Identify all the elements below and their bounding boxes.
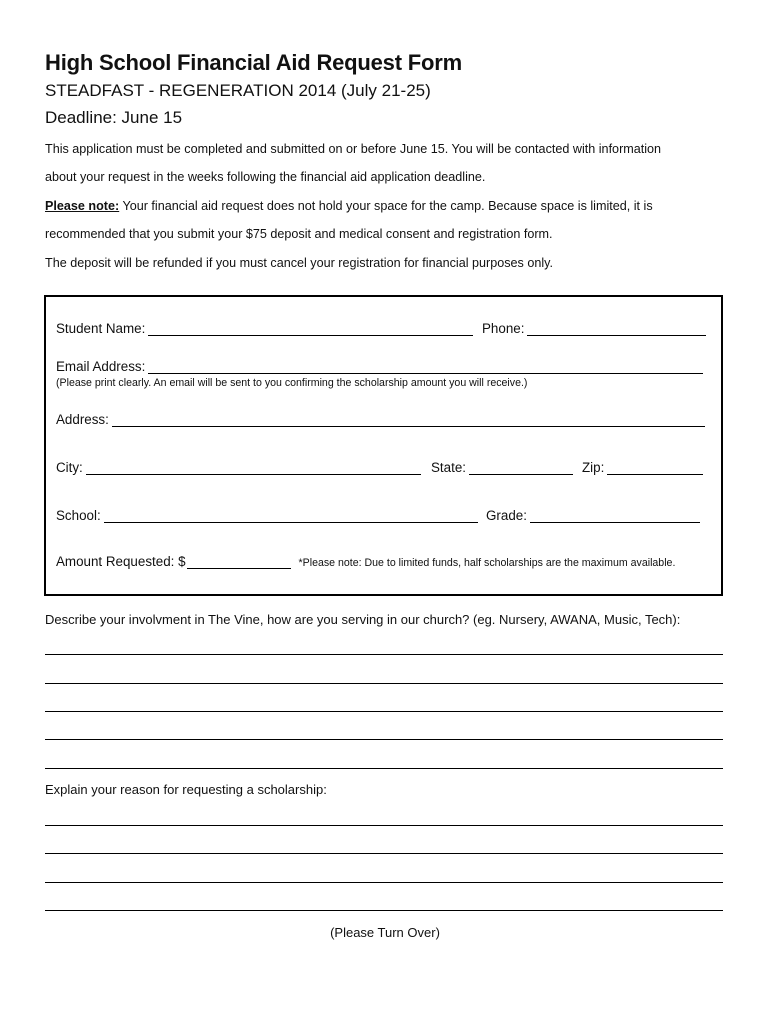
school-field xyxy=(56,508,478,523)
form-title: High School Financial Aid Request Form xyxy=(45,50,462,75)
grade-field xyxy=(486,508,700,523)
email-field xyxy=(56,359,703,374)
email-note: (Please print clearly. An email will be sent to you confirming the scholarship amount you will receive.) xyxy=(56,377,528,389)
involvement-answer-line-1[interactable] xyxy=(45,654,723,655)
applicant-info-box xyxy=(44,295,723,596)
intro-line-3-text: Your financial aid request does not hold your space for the camp. Because space is limited, it is xyxy=(119,199,653,213)
reason-answer-line-2[interactable] xyxy=(45,853,723,854)
city-field xyxy=(56,460,421,475)
please-note-label: Please note: xyxy=(45,199,120,213)
address-field xyxy=(56,412,705,427)
event-subtitle: STEADFAST - REGENERATION 2014 (July 21-25) xyxy=(45,81,431,100)
phone-input[interactable] xyxy=(527,322,706,336)
zip-label: Zip: xyxy=(582,460,605,475)
amount-label: Amount Requested: $ xyxy=(56,554,186,569)
intro-line-1: This application must be completed and submitted on or before June 15. You will be contacted with information xyxy=(45,142,662,156)
school-input[interactable] xyxy=(104,509,478,523)
involvement-answer-line-5[interactable] xyxy=(45,768,723,769)
intro-line-5: The deposit will be refunded if you must cancel your registration for financial purposes only. xyxy=(45,256,553,270)
state-field xyxy=(431,460,573,475)
reason-question: Explain your reason for requesting a scholarship: xyxy=(45,782,327,797)
grade-input[interactable] xyxy=(530,509,700,523)
deadline-text: Deadline: June 15 xyxy=(45,108,183,127)
email-input[interactable] xyxy=(148,360,703,374)
city-label: City: xyxy=(56,460,83,475)
student-name-label: Student Name: xyxy=(56,321,146,336)
intro-line-3 xyxy=(45,199,653,213)
phone-label: Phone: xyxy=(482,321,525,336)
school-label: School: xyxy=(56,508,101,523)
reason-answer-line-1[interactable] xyxy=(45,825,723,826)
zip-field xyxy=(582,460,703,475)
intro-line-4: recommended that you submit your $75 deposit and medical consent and registration form. xyxy=(45,227,553,241)
student-name-input[interactable] xyxy=(148,322,473,336)
amount-field xyxy=(56,554,675,569)
amount-note: *Please note: Due to limited funds, half scholarships are the maximum available. xyxy=(298,557,676,569)
city-input[interactable] xyxy=(86,461,421,475)
involvement-question: Describe your involvment in The Vine, how are you serving in our church? (eg. Nursery, AWANA, Music, Tech): xyxy=(45,612,681,627)
address-input[interactable] xyxy=(112,413,705,427)
grade-label: Grade: xyxy=(486,508,527,523)
address-label: Address: xyxy=(56,412,109,427)
email-label: Email Address: xyxy=(56,359,146,374)
involvement-answer-line-2[interactable] xyxy=(45,683,723,684)
intro-line-2: about your request in the weeks following the financial aid application deadline. xyxy=(45,170,486,184)
state-label: State: xyxy=(431,460,466,475)
state-input[interactable] xyxy=(469,461,573,475)
please-turn-over: (Please Turn Over) xyxy=(330,925,440,940)
zip-input[interactable] xyxy=(607,461,703,475)
reason-answer-line-3[interactable] xyxy=(45,882,723,883)
amount-input[interactable] xyxy=(187,555,291,569)
involvement-answer-line-3[interactable] xyxy=(45,711,723,712)
phone-field xyxy=(482,321,706,336)
student-name-field xyxy=(56,321,473,336)
reason-answer-line-4[interactable] xyxy=(45,910,723,911)
involvement-answer-line-4[interactable] xyxy=(45,739,723,740)
